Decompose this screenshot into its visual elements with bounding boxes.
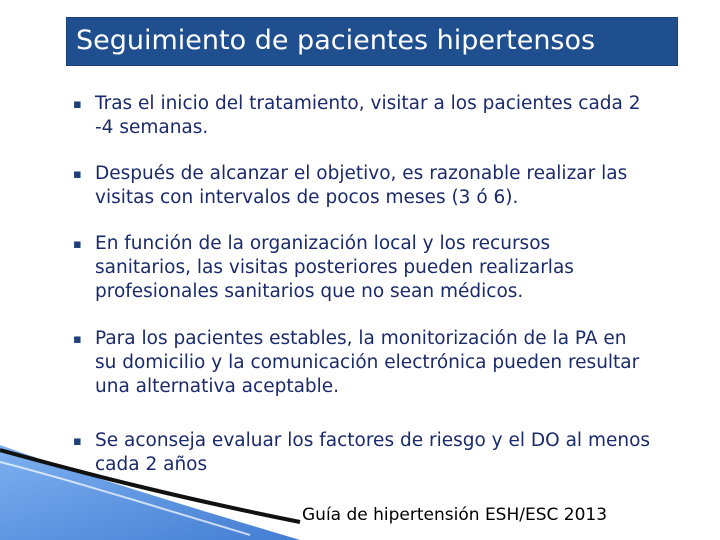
bullet-text: En función de la organización local y los recursos sanitarios, las visitas posteriores pueden realizarlas profesionales sanitarios que no sean médicos. xyxy=(95,233,574,302)
bullet-text: Se aconseja evaluar los factores de riesgo y el DO al menos cada 2 años xyxy=(95,430,651,475)
square-bullet-icon: ▪ xyxy=(73,237,82,252)
square-bullet-icon: ▪ xyxy=(73,97,82,112)
bullet-text: Tras el inicio del tratamiento, visitar a los pacientes cada 2 -4 semanas. xyxy=(95,93,641,138)
slide-title: Seguimiento de pacientes hipertensos xyxy=(76,25,596,56)
source-reference: Guía de hipertensión ESH/ESC 2013 xyxy=(302,505,608,525)
bullet-text: Para los pacientes estables, la monitorización de la PA en su domicilio y la comunicación electrónica pueden resultar una alternativa aceptable. xyxy=(95,328,640,397)
square-bullet-icon: ▪ xyxy=(73,332,82,347)
square-bullet-icon: ▪ xyxy=(73,167,82,182)
bullet-text: Después de alcanzar el objetivo, es razonable realizar las visitas con intervalos de pocos meses (3 ó 6). xyxy=(95,163,628,208)
square-bullet-icon: ▪ xyxy=(73,434,82,449)
